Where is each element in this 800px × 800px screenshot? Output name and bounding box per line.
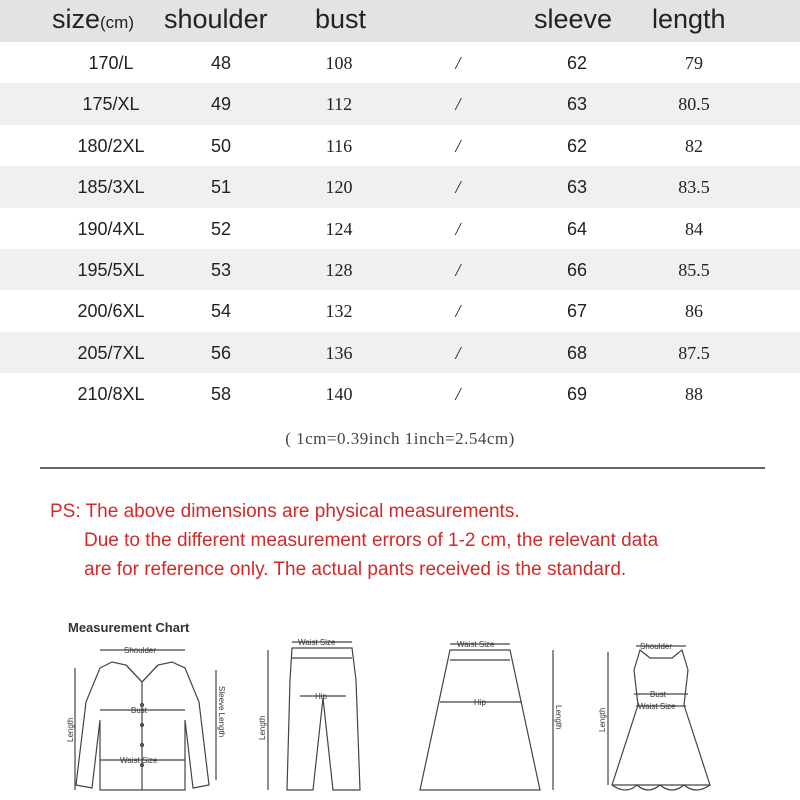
table-row [0, 208, 800, 249]
table-header [0, 0, 800, 42]
table-row [0, 42, 800, 83]
cell-size: 170/L [88, 53, 134, 73]
cell-shoulder: 56 [210, 342, 232, 363]
skirt-hip-label: Hip [474, 698, 487, 707]
cell-bust: 128 [325, 259, 353, 280]
cell-bust: 116 [325, 135, 353, 156]
cell-length: 79 [685, 53, 703, 73]
cell-blank: / [455, 384, 461, 405]
cell-sleeve: 67 [566, 301, 588, 322]
cell-bust: 140 [325, 384, 353, 405]
shirt-length-label: Length [66, 717, 75, 742]
table-row [0, 332, 800, 373]
cell-size: 185/3XL [77, 177, 145, 198]
ps-line-3: are for reference only. The actual pants received is the standard. [84, 559, 627, 580]
cell-length: 87.5 [678, 342, 710, 363]
header-size: size(cm) [52, 4, 134, 34]
header-shoulder: shoulder [164, 4, 268, 34]
measurement-figures [0, 610, 800, 800]
shirt-figure [76, 662, 209, 790]
cell-shoulder: 50 [210, 135, 232, 156]
cell-blank: / [455, 53, 461, 73]
cell-length: 85.5 [678, 259, 710, 280]
cell-size: 205/7XL [77, 342, 145, 363]
cell-bust: 108 [325, 53, 353, 73]
shirt-bust-label: Bust [131, 706, 148, 715]
cell-shoulder: 53 [210, 259, 232, 280]
cell-length: 88 [685, 384, 703, 405]
pants-waist-label: Waist Size [298, 638, 336, 647]
cell-sleeve: 69 [566, 384, 588, 405]
cell-sleeve: 63 [566, 94, 588, 115]
pants-hip-label: Hip [315, 692, 328, 701]
divider [40, 467, 765, 469]
cell-blank: / [455, 135, 461, 156]
dress-figure [612, 650, 710, 790]
cell-bust: 136 [325, 342, 353, 363]
ps-line-2: Due to the different measurement errors of 1-2 cm, the relevant data [84, 530, 659, 551]
cell-blank: / [455, 342, 461, 363]
table-row [0, 125, 800, 166]
dress-bust-label: Bust [650, 690, 667, 699]
cell-size: 195/5XL [77, 259, 145, 280]
cell-shoulder: 58 [210, 384, 232, 405]
cell-sleeve: 63 [566, 177, 588, 198]
table-row [0, 83, 800, 124]
cell-sleeve: 62 [566, 135, 588, 156]
cell-blank: / [455, 301, 461, 322]
header-bust: bust [315, 4, 367, 34]
dress-shoulder-label: Shoulder [640, 642, 673, 651]
ps-line-1: PS: The above dimensions are physical measurements. [50, 501, 520, 522]
cell-length: 86 [685, 301, 703, 322]
cell-shoulder: 49 [210, 94, 232, 115]
pants-figure [287, 648, 360, 790]
cell-shoulder: 48 [210, 53, 232, 73]
skirt-length-label: Length [554, 705, 563, 730]
cell-shoulder: 54 [210, 301, 232, 322]
skirt-figure [420, 650, 540, 790]
cell-length: 80.5 [678, 94, 710, 115]
cell-sleeve: 64 [566, 218, 588, 239]
skirt-waist-label: Waist Size [457, 640, 495, 649]
table-row [0, 290, 800, 331]
cell-sleeve: 68 [566, 342, 588, 363]
cell-bust: 124 [325, 218, 353, 239]
dress-length-label: Length [598, 707, 607, 732]
measurement-chart-title: Measurement Chart [68, 620, 190, 635]
pants-length-label: Length [258, 715, 267, 740]
cell-bust: 112 [325, 94, 353, 115]
cell-blank: / [455, 218, 461, 239]
dress-waist-label: Waist Size [638, 702, 676, 711]
cell-bust: 120 [325, 177, 353, 198]
cell-size: 180/2XL [77, 135, 145, 156]
table-row [0, 249, 800, 290]
cell-sleeve: 66 [566, 259, 588, 280]
header-length: length [652, 4, 726, 34]
table-row [0, 373, 800, 414]
ps-note [50, 497, 658, 584]
cell-length: 83.5 [678, 177, 710, 198]
cell-shoulder: 52 [210, 218, 232, 239]
cell-size: 210/8XL [77, 384, 145, 405]
cell-shoulder: 51 [210, 177, 232, 198]
cell-length: 82 [685, 135, 703, 156]
table-row [0, 166, 800, 207]
shirt-shoulder-label: Shoulder [124, 646, 157, 655]
cell-bust: 132 [325, 301, 353, 322]
cell-size: 190/4XL [77, 218, 145, 239]
header-sleeve: sleeve [534, 4, 613, 34]
cell-length: 84 [685, 218, 703, 239]
cell-size: 175/XL [82, 94, 140, 115]
cell-size: 200/6XL [77, 301, 145, 322]
shirt-waist-label: Waist Size [120, 756, 158, 765]
cell-blank: / [455, 259, 461, 280]
cell-blank: / [455, 177, 461, 198]
cell-blank: / [455, 94, 461, 115]
shirt-sleeve-label: Sleeve Length [217, 686, 226, 738]
cell-sleeve: 62 [566, 53, 588, 73]
measurement-diagrams [0, 610, 800, 800]
unit-conversion-note: ( 1cm=0.39inch 1inch=2.54cm) [285, 429, 515, 448]
